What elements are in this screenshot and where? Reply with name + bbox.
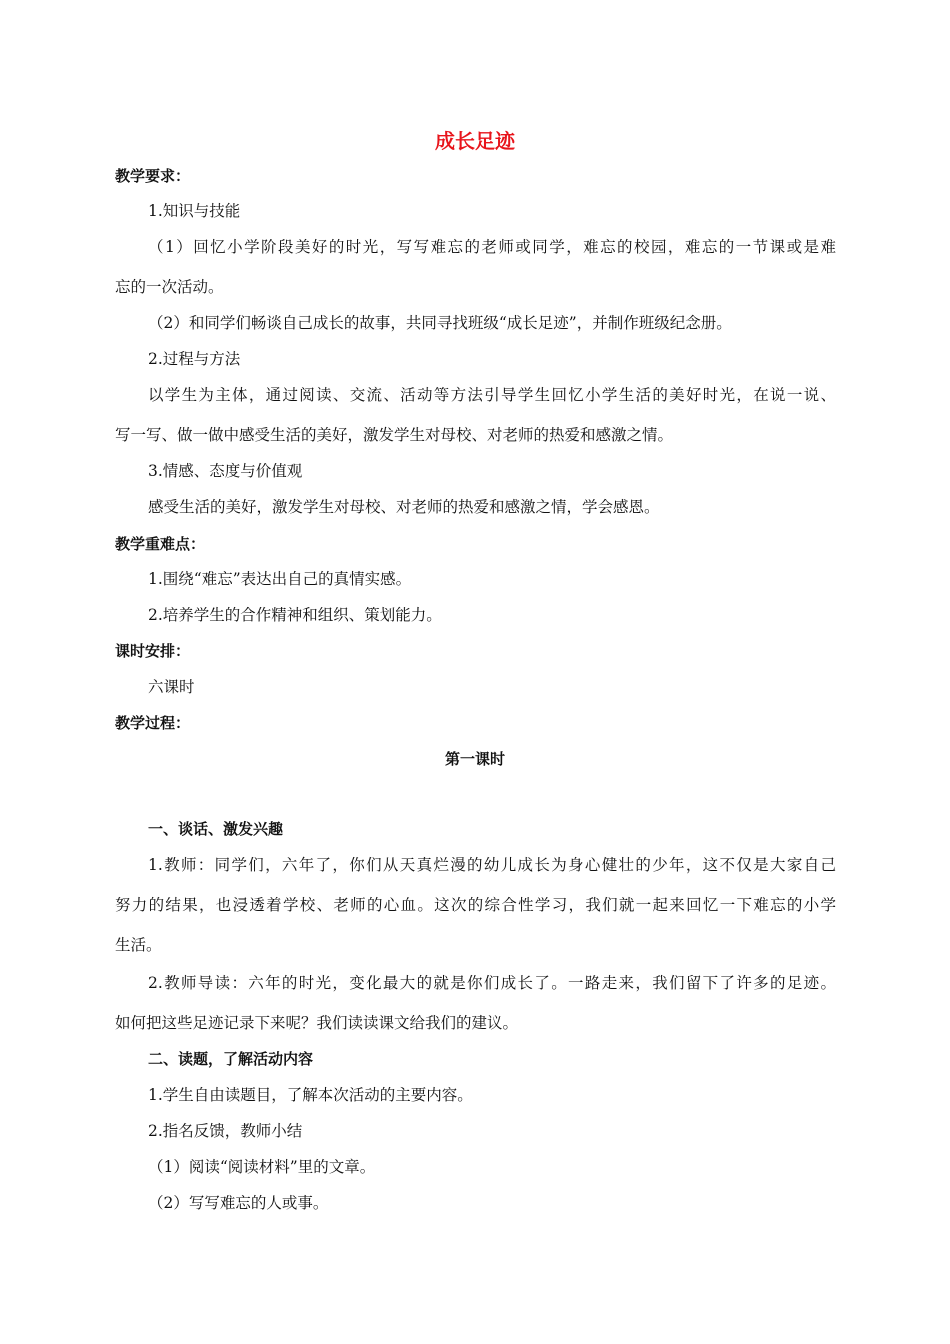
paragraph: 忘的一次活动。: [115, 278, 224, 296]
paragraph: 如何把这些足迹记录下来呢？我们读读课文给我们的建议。: [115, 1014, 519, 1032]
paragraph: 1.教师：同学们，六年了，你们从天真烂漫的幼儿成长为身心健壮的少年，这不仅是大家自己: [148, 856, 836, 874]
paragraph: （2）和同学们畅谈自己成长的故事，共同寻找班级“成长足迹”，并制作班级纪念册。: [148, 314, 732, 332]
paragraph: 3.情感、态度与价值观: [148, 462, 303, 480]
paragraph: 六课时: [148, 678, 195, 696]
paragraph: 生活。: [115, 936, 162, 954]
subsection-heading: 一、谈话、激发兴趣: [148, 820, 284, 838]
paragraph: 写一写、做一做中感受生活的美好，激发学生对母校、对老师的热爱和感激之情。: [115, 426, 674, 444]
paragraph: 1.学生自由读题目，了解本次活动的主要内容。: [148, 1086, 473, 1104]
paragraph: （1）阅读“阅读材料”里的文章。: [148, 1158, 376, 1176]
paragraph: 努力的结果，也浸透着学校、老师的心血。这次的综合性学习，我们就一起来回忆一下难忘的小学: [115, 896, 836, 914]
section-heading-requirements: 教学要求：: [115, 167, 191, 185]
paragraph: 2.指名反馈，教师小结: [148, 1122, 303, 1140]
paragraph: 2.培养学生的合作精神和组织、策划能力。: [148, 606, 442, 624]
section-heading-key-points: 教学重难点：: [115, 535, 206, 553]
paragraph: 1.知识与技能: [148, 202, 241, 220]
paragraph: 以学生为主体，通过阅读、交流、活动等方法引导学生回忆小学生活的美好时光，在说一说、: [148, 386, 836, 404]
paragraph: （2）写写难忘的人或事。: [148, 1194, 329, 1212]
lesson-heading: 第一课时: [444, 750, 505, 768]
subsection-heading: 二、读题，了解活动内容: [148, 1050, 314, 1068]
paragraph: 1.围绕“难忘”表达出自己的真情实感。: [148, 570, 412, 588]
section-heading-process: 教学过程：: [115, 714, 191, 732]
section-heading-schedule: 课时安排：: [115, 642, 191, 660]
paragraph: 2.过程与方法: [148, 350, 241, 368]
paragraph: 感受生活的美好，激发学生对母校、对老师的热爱和感激之情，学会感恩。: [148, 498, 660, 516]
paragraph: 2.教师导读：六年的时光，变化最大的就是你们成长了。一路走来，我们留下了许多的足迹。: [148, 974, 836, 992]
document-title: 成长足迹: [435, 129, 515, 153]
paragraph: （1）回忆小学阶段美好的时光，写写难忘的老师或同学，难忘的校园，难忘的一节课或是难: [148, 238, 836, 256]
